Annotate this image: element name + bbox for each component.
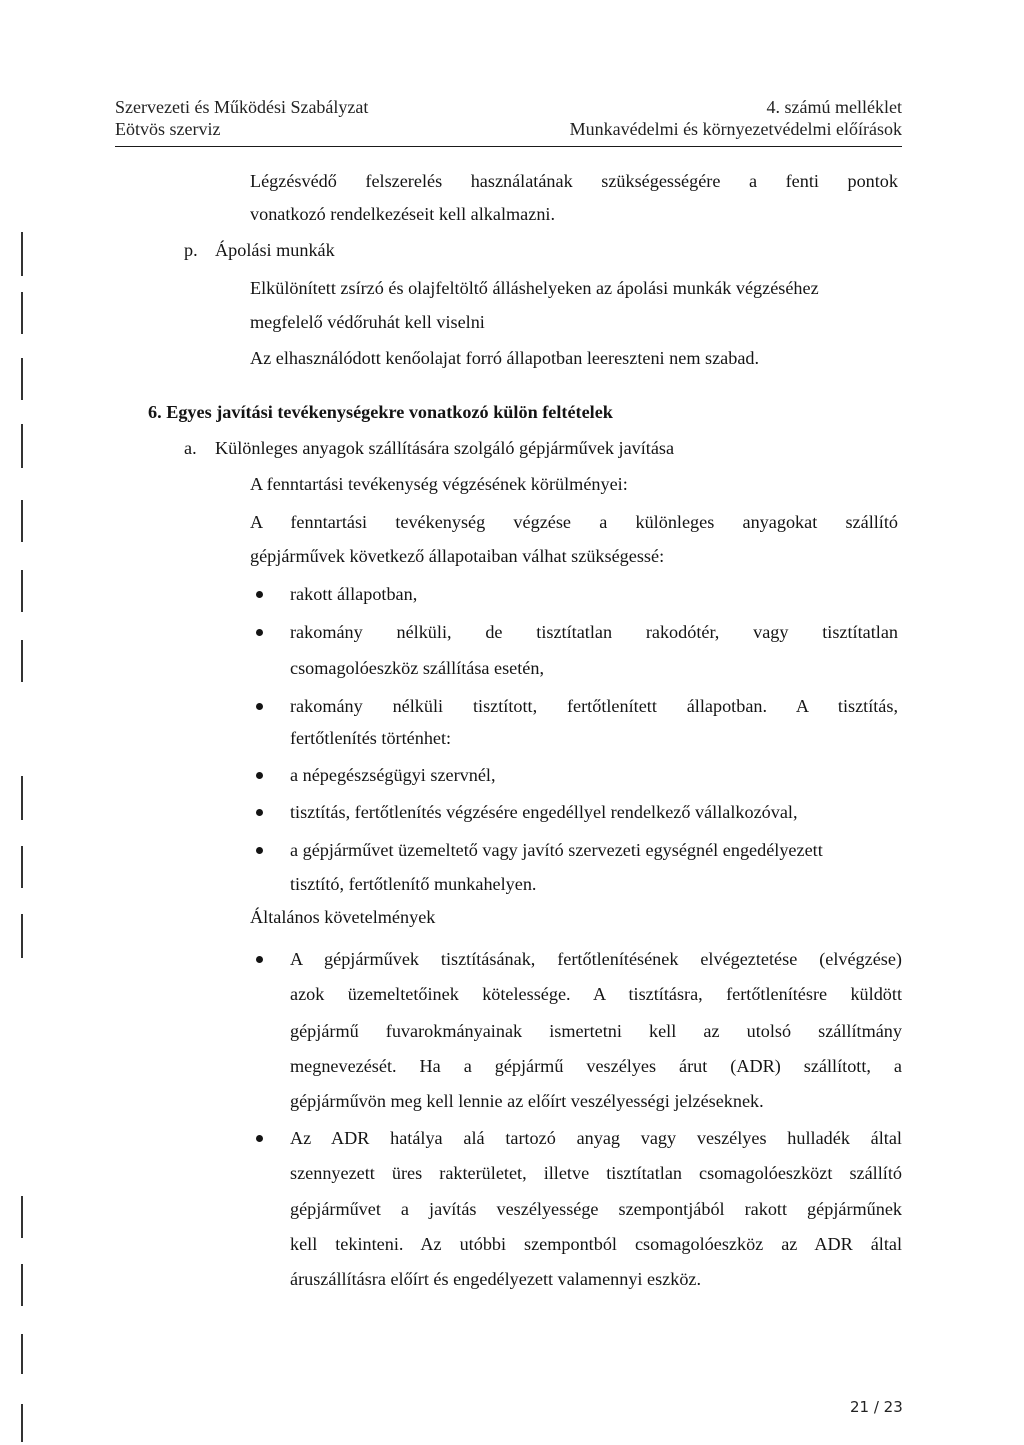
list-item-continuation: kell tekinteni. Az utóbbi szempontból csomagolóeszköz az ADR által bbox=[290, 1234, 902, 1254]
list-item: rakomány nélküli tisztított, fertőtlenített állapotban. A tisztítás, bbox=[290, 696, 898, 716]
header-unit-name: Eötvös szerviz bbox=[115, 119, 221, 139]
list-item: a gépjárművet üzemeltető vagy javító szervezeti egységnél engedélyezett bbox=[290, 840, 823, 860]
margin-mark bbox=[21, 1264, 23, 1306]
bullet-marker bbox=[256, 847, 263, 854]
list-item-continuation: azok üzemeltetőinek kötelessége. A tisztításra, fertőtlenítésre küldött bbox=[290, 984, 902, 1004]
list-item: rakott állapotban, bbox=[290, 584, 418, 604]
list-item-continuation: gépjárművön meg kell lennie az előírt veszélyességi jelzéseknek. bbox=[290, 1091, 764, 1111]
page-header bbox=[115, 94, 902, 147]
margin-mark bbox=[21, 640, 23, 682]
margin-mark bbox=[21, 1404, 23, 1442]
margin-mark bbox=[21, 424, 23, 468]
list-item: Az ADR hatálya alá tartozó anyag vagy veszélyes hulladék által bbox=[290, 1128, 902, 1148]
list-item: rakomány nélküli, de tisztítatlan rakodótér, vagy tisztítatlan bbox=[290, 622, 898, 642]
margin-mark bbox=[21, 500, 23, 542]
bullet-marker bbox=[256, 591, 263, 598]
margin-mark bbox=[21, 776, 23, 820]
paragraph-line: vonatkozó rendelkezéseit kell alkalmazni. bbox=[250, 204, 556, 224]
subsection-title: Általános követelmények bbox=[250, 907, 436, 927]
paragraph-line: Az elhasználódott kenőolajat forró állapotban leereszteni nem szabad. bbox=[250, 348, 760, 368]
list-item-continuation: gépjárművet a javítás veszélyessége szempontjából rakott gépjárműnek bbox=[290, 1199, 902, 1219]
bullet-marker bbox=[256, 772, 263, 779]
list-item-continuation: tisztító, fertőtlenítő munkahelyen. bbox=[290, 874, 537, 894]
bullet-marker bbox=[256, 809, 263, 816]
bullet-marker bbox=[256, 956, 263, 963]
bullet-marker bbox=[256, 703, 263, 710]
section-marker: p. bbox=[184, 240, 198, 260]
header-annex-number: 4. számú melléklet bbox=[766, 97, 902, 117]
header-regulation-title: Szervezeti és Működési Szabályzat bbox=[115, 97, 369, 117]
paragraph-line: megfelelő védőruhát kell viselni bbox=[250, 312, 485, 332]
list-item-continuation: csomagolóeszköz szállítása esetén, bbox=[290, 658, 545, 678]
paragraph-line: A fenntartási tevékenység végzése a különleges anyagokat szállító bbox=[250, 512, 898, 532]
header-annex-title: Munkavédelmi és környezetvédelmi előírások bbox=[569, 119, 902, 139]
list-item-continuation: áruszállításra előírt és engedélyezett valamennyi eszköz. bbox=[290, 1269, 702, 1289]
section-heading: 6. Egyes javítási tevékenységekre vonatkozó külön feltételek bbox=[148, 402, 613, 422]
bullet-marker bbox=[256, 629, 263, 636]
section-title: Különleges anyagok szállítására szolgáló gépjárművek javítása bbox=[215, 438, 675, 458]
page-number: 21 / 23 bbox=[850, 1398, 903, 1416]
section-marker: a. bbox=[184, 438, 197, 458]
margin-mark bbox=[21, 292, 23, 334]
section-title: Ápolási munkák bbox=[215, 240, 335, 260]
margin-mark bbox=[21, 914, 23, 958]
list-item-continuation: gépjármű fuvarokmányainak ismertetni kell az utolsó szállítmány bbox=[290, 1021, 902, 1041]
paragraph-line: Elkülönített zsírzó és olajfeltöltő álláshelyeken az ápolási munkák végzéséhez bbox=[250, 278, 819, 298]
paragraph-line: Légzésvédő felszerelés használatának szükségességére a fenti pontok bbox=[250, 171, 898, 191]
paragraph-line: A fenntartási tevékenység végzésének körülményei: bbox=[250, 474, 628, 494]
bullet-marker bbox=[256, 1135, 263, 1142]
margin-mark bbox=[21, 846, 23, 888]
margin-mark bbox=[21, 232, 23, 276]
margin-mark bbox=[21, 1334, 23, 1374]
list-item-continuation: megnevezését. Ha a gépjármű veszélyes árut (ADR) szállított, a bbox=[290, 1056, 902, 1076]
list-item-continuation: fertőtlenítés történhet: bbox=[290, 728, 452, 748]
margin-mark bbox=[21, 1196, 23, 1238]
list-item-continuation: szennyezett üres rakterületet, illetve tisztítatlan csomagolóeszközt szállító bbox=[290, 1163, 902, 1183]
paragraph-line: gépjárművek következő állapotaiban válhat szükségessé: bbox=[250, 546, 665, 566]
margin-mark bbox=[21, 358, 23, 400]
list-item: A gépjárművek tisztításának, fertőtlenítésének elvégeztetése (elvégzése) bbox=[290, 949, 902, 969]
list-item: a népegészségügyi szervnél, bbox=[290, 765, 496, 785]
margin-mark bbox=[21, 570, 23, 612]
list-item: tisztítás, fertőtlenítés végzésére engedéllyel rendelkező vállalkozóval, bbox=[290, 802, 798, 822]
